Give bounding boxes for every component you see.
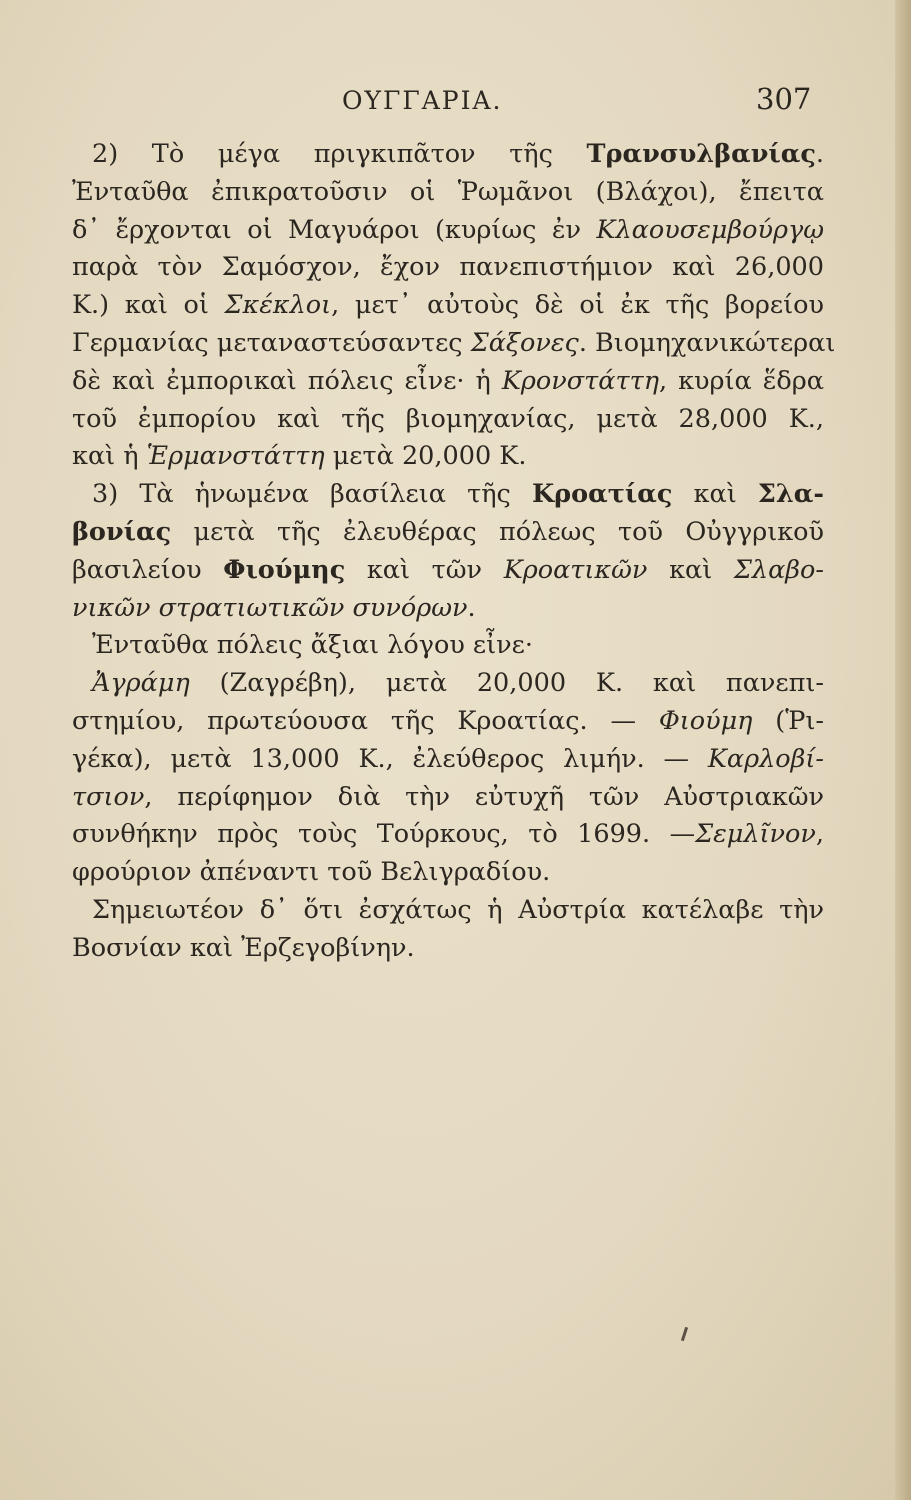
italic-term: Κρονστάττη bbox=[501, 365, 659, 396]
text-line bbox=[72, 136, 824, 174]
ink-mark bbox=[681, 1327, 688, 1341]
text-run: , μετ᾽ αὐτοὺς δὲ οἱ ἐκ τῆς βορείου bbox=[331, 290, 824, 321]
text-line bbox=[72, 930, 824, 968]
paragraph bbox=[72, 892, 824, 968]
text-run: , κυρία ἕδρα bbox=[658, 365, 824, 396]
page-header bbox=[0, 82, 911, 122]
text-line bbox=[72, 741, 824, 779]
text-run: . bbox=[467, 592, 476, 623]
text-line bbox=[72, 779, 824, 817]
bold-term: Τρανσυλβανίας bbox=[586, 139, 816, 169]
text-run: Γερμανίας μεταναστεύσαντες bbox=[72, 327, 471, 358]
italic-term: Καρλοβί- bbox=[707, 743, 824, 774]
italic-term: τσιον bbox=[72, 781, 145, 812]
paragraph bbox=[72, 665, 824, 892]
paragraph bbox=[72, 627, 824, 665]
text-run: γέκα), μετὰ 13,000 Κ., ἐλεύθερος λιμήν. — bbox=[72, 743, 708, 774]
bold-term: Σλα- bbox=[757, 479, 824, 510]
text-line bbox=[72, 476, 824, 514]
text-line bbox=[72, 363, 824, 401]
running-title: ΟΥΓΓΑΡΙΑ. bbox=[342, 86, 503, 115]
text-run: Βοσνίαν καὶ Ἐρζεγοβίνην. bbox=[72, 932, 415, 963]
page-number: 307 bbox=[756, 82, 812, 116]
text-line bbox=[72, 552, 824, 590]
text-run: 3) Τὰ ἡνωμένα βασίλεια τῆς bbox=[92, 479, 532, 510]
text-run: καὶ bbox=[672, 479, 758, 510]
paragraph bbox=[72, 136, 836, 476]
text-line bbox=[72, 627, 824, 665]
text-line bbox=[72, 287, 824, 325]
bold-term: Κροατίας bbox=[531, 479, 673, 510]
text-line bbox=[72, 514, 824, 552]
bold-term: Φιούμης bbox=[223, 554, 346, 585]
italic-term: Σκέκλοι bbox=[224, 290, 332, 321]
text-line bbox=[72, 665, 824, 703]
page-gutter-shadow bbox=[895, 0, 911, 1500]
text-run: δ᾽ ἔρχονται οἱ Μαγυάροι (κυρίως ἐν bbox=[72, 214, 597, 245]
text-line bbox=[72, 401, 824, 439]
italic-term: Φιούμη bbox=[658, 705, 753, 736]
text-run: . bbox=[815, 139, 824, 169]
text-run: στημίου, πρωτεύουσα τῆς Κροατίας. — bbox=[72, 705, 659, 736]
text-run: καὶ τῶν bbox=[345, 554, 504, 585]
text-run: Σημειωτέον δ᾽ ὅτι ἐσχάτως ἡ Αὐστρία κατέλαβε τὴν bbox=[92, 894, 824, 925]
text-line bbox=[72, 590, 824, 628]
text-run: (Ῥι- bbox=[752, 705, 824, 736]
text-run: μετὰ 20,000 Κ. bbox=[324, 441, 527, 472]
text-line bbox=[72, 854, 824, 892]
text-run: παρὰ τὸν Σαμόσχον, ἔχον πανεπιστήμιον καὶ 26,000 bbox=[72, 252, 824, 283]
text-run: , bbox=[815, 819, 824, 850]
italic-term: Σεμλῖνον bbox=[695, 819, 816, 850]
paragraph bbox=[72, 476, 824, 627]
text-line bbox=[72, 249, 824, 287]
text-run: βασιλείου bbox=[72, 554, 224, 585]
text-run: Ἐνταῦθα πόλεις ἄξιαι λόγου εἶνε· bbox=[92, 630, 533, 661]
text-run: καὶ bbox=[647, 554, 734, 585]
italic-term: Κροατικῶν bbox=[503, 554, 648, 585]
text-line bbox=[72, 816, 824, 854]
italic-term: Σλαβο- bbox=[733, 554, 824, 585]
text-line bbox=[72, 438, 824, 476]
bold-term: βονίας bbox=[72, 516, 172, 547]
text-run: μετὰ τῆς ἐλευθέρας πόλεως τοῦ Οὐγγρικοῦ bbox=[171, 516, 824, 547]
text-run: δὲ καὶ ἐμπορικαὶ πόλεις εἶνε· ἡ bbox=[72, 365, 502, 396]
text-run: Κ.) καὶ οἱ bbox=[72, 290, 225, 321]
text-run: (Ζαγρέβη), μετὰ 20,000 Κ. καὶ πανεπι- bbox=[189, 668, 824, 699]
text-line bbox=[72, 892, 824, 930]
italic-term: Ἑρμανστάττη bbox=[146, 441, 325, 472]
text-line bbox=[72, 325, 836, 363]
body-text bbox=[72, 136, 836, 968]
italic-term: Ἀγράμη bbox=[92, 668, 190, 699]
italic-term: Κλαουσεμβούργῳ bbox=[596, 214, 824, 245]
italic-term: Σάξονες bbox=[470, 327, 579, 358]
text-run: . Βιομηχανικώτεραι bbox=[578, 327, 836, 358]
text-line bbox=[72, 174, 824, 212]
text-run: Ἐνταῦθα ἐπικρατοῦσιν οἱ Ῥωμᾶνοι (Βλάχοι), ἔπειτα bbox=[72, 176, 824, 207]
text-run: καὶ ἡ bbox=[72, 441, 147, 472]
text-line bbox=[72, 703, 824, 741]
text-run: τοῦ ἐμπορίου καὶ τῆς βιομηχανίας, μετὰ 28,000 Κ., bbox=[72, 403, 824, 434]
text-run: συνθήκην πρὸς τοὺς Τούρκους, τὸ 1699. — bbox=[72, 819, 696, 850]
text-run: 2) Τὸ μέγα πριγκιπᾶτον τῆς bbox=[92, 139, 587, 169]
text-run: φρούριον ἀπέναντι τοῦ Βελιγραδίου. bbox=[72, 857, 551, 888]
text-line bbox=[72, 212, 824, 250]
italic-term: νικῶν στρατιωτικῶν συνόρων bbox=[72, 592, 468, 623]
text-run: , περίφημον διὰ τὴν εὐτυχῆ τῶν Αὐστριακῶν bbox=[144, 781, 824, 812]
